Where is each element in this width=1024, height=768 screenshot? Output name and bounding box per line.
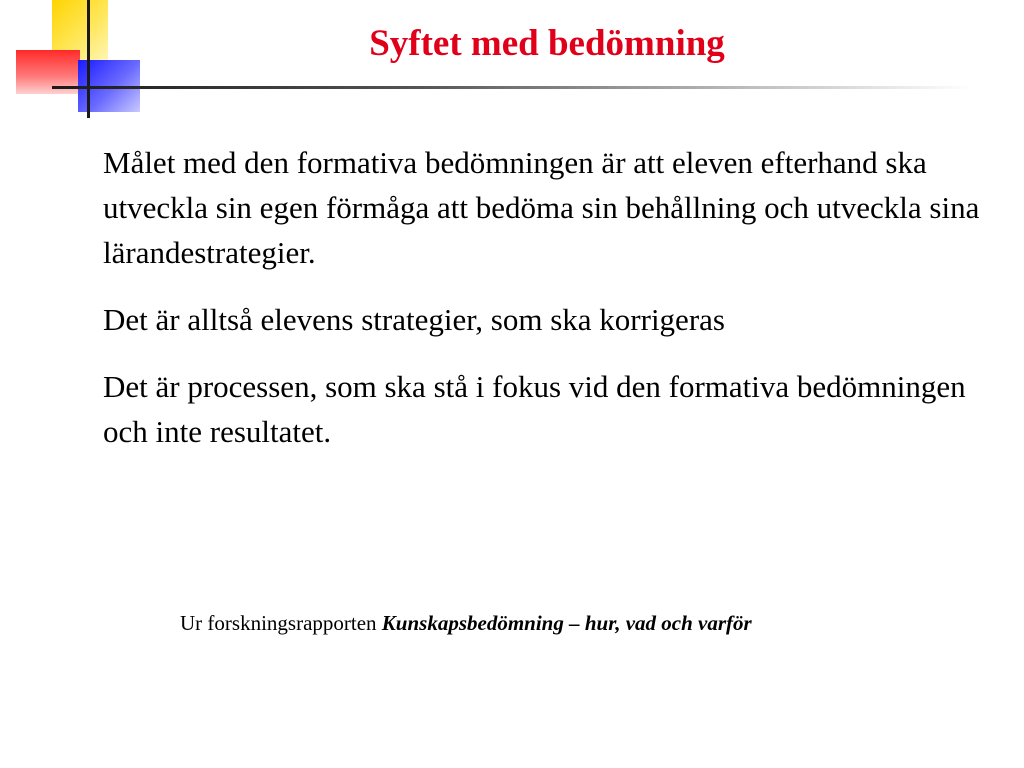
- body-paragraph-1: Målet med den formativa bedömningen är att eleven efterhand ska utveckla sin egen förmåga att bedöma sin behållning och utveckla sina lärandestrategier.: [103, 145, 980, 270]
- slide-title: Syftet med bedömning: [369, 23, 725, 64]
- title-underline-divider: [52, 86, 972, 89]
- body-paragraph-2: Det är alltså elevens strategier, som ska korrigeras: [103, 302, 725, 337]
- body-paragraph-3: Det är processen, som ska stå i fokus vid den formativa bedömningen och inte resultatet.: [103, 369, 966, 449]
- source-title: Kunskapsbedömning – hur, vad och varför: [381, 611, 752, 635]
- source-prefix: Ur forskningsrapporten: [180, 611, 382, 635]
- slide-body: [103, 140, 983, 476]
- source-citation: [180, 611, 752, 636]
